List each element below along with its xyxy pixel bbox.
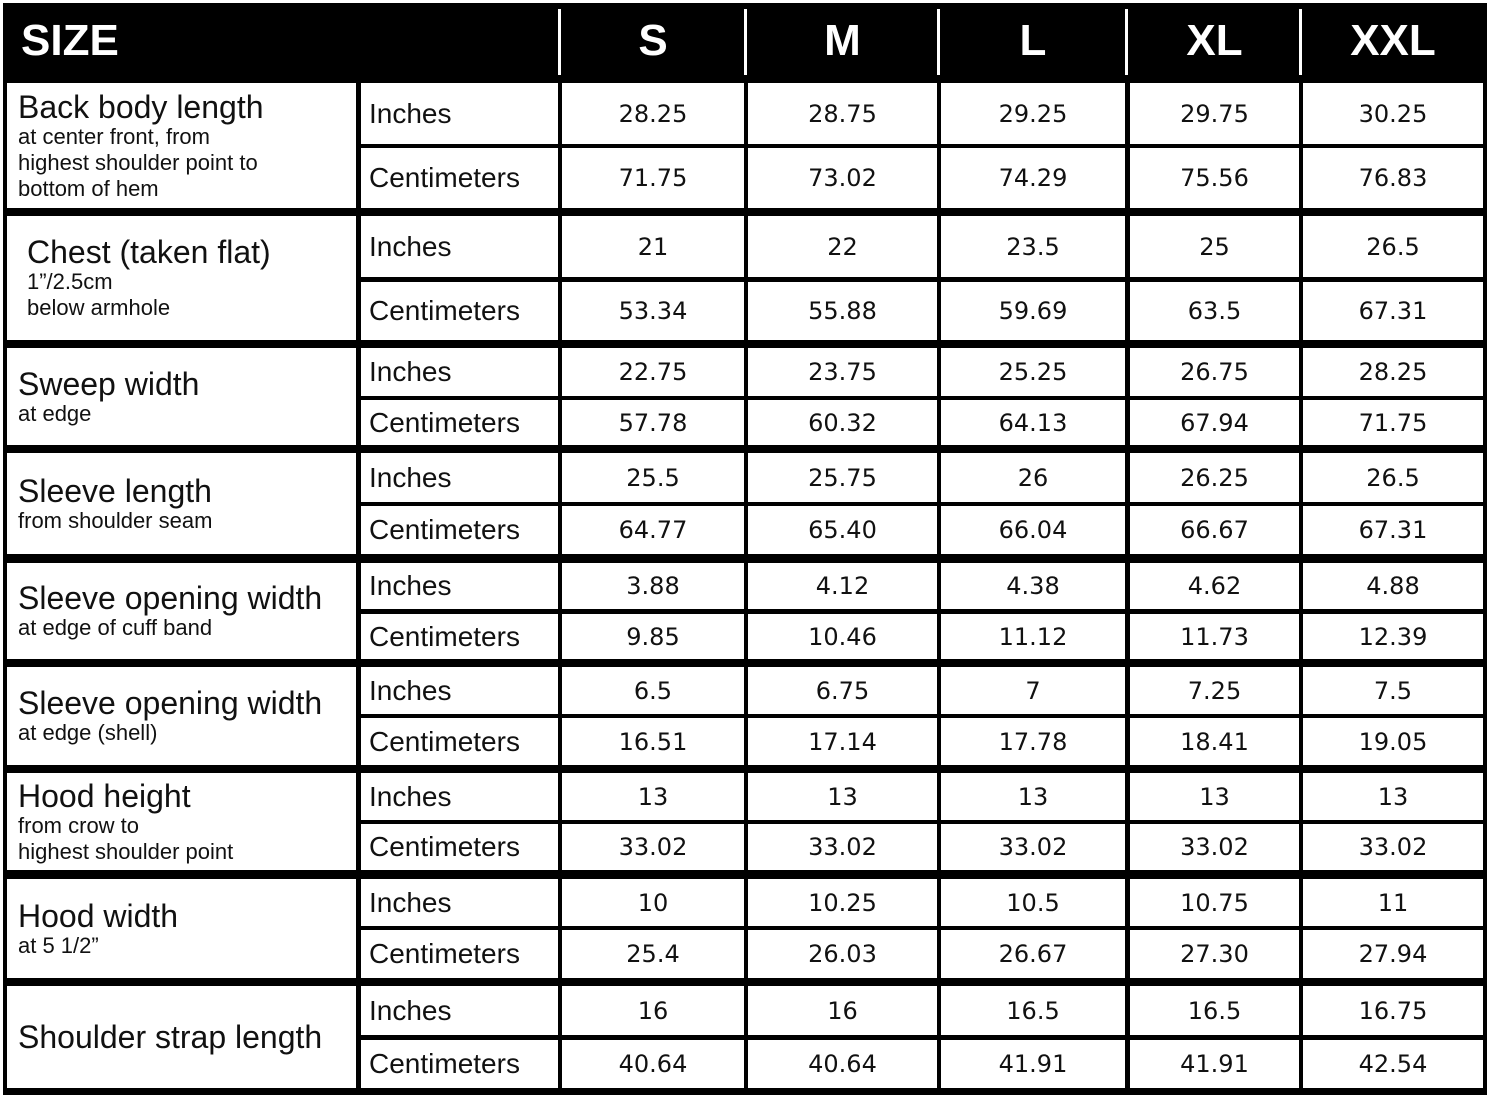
- header-divider: [744, 9, 747, 75]
- unit-inches: Inches: [361, 986, 558, 1035]
- measurement-label: [7, 348, 356, 445]
- value-inches-l: 4.38: [941, 563, 1125, 609]
- header-divider: [937, 9, 940, 75]
- value-inches-l: 16.5: [941, 986, 1125, 1035]
- value-cm-m: 73.02: [748, 148, 937, 208]
- value-cm-xl: 33.02: [1130, 824, 1299, 870]
- value-cm-xl: 63.5: [1130, 282, 1299, 340]
- value-inches-s: 3.88: [562, 563, 744, 609]
- size-header-s: S: [638, 16, 668, 65]
- value-cm-l: 26.67: [941, 930, 1125, 978]
- value-cm-xxl: 27.94: [1303, 930, 1483, 978]
- value-inches-xxl: 16.75: [1303, 986, 1483, 1035]
- table-header: [3, 3, 1487, 79]
- measurement-title: Chest (taken flat): [27, 234, 271, 270]
- value-inches-xxl: 11: [1303, 879, 1483, 926]
- measurement-note: highest shoulder point: [18, 838, 234, 864]
- measurement-note: highest shoulder point to: [18, 149, 258, 175]
- value-inches-xxl: 28.25: [1303, 348, 1483, 396]
- value-cm-xl: 27.30: [1130, 930, 1299, 978]
- value-inches-xl: 10.75: [1130, 879, 1299, 926]
- value-inches-m: 28.75: [748, 83, 937, 144]
- unit-centimeters: Centimeters: [361, 614, 558, 659]
- unit-inches: Inches: [361, 216, 558, 277]
- value-cm-xxl: 19.05: [1303, 718, 1483, 765]
- measurement-note: below armhole: [27, 295, 171, 320]
- measurement-note: at edge: [18, 400, 92, 426]
- value-inches-s: 16: [562, 986, 744, 1035]
- unit-centimeters: Centimeters: [361, 930, 558, 978]
- value-inches-xl: 25: [1130, 216, 1299, 277]
- value-cm-xxl: 67.31: [1303, 506, 1483, 554]
- measurement-title: Sleeve opening width: [18, 685, 323, 721]
- value-inches-s: 6.5: [562, 667, 744, 714]
- value-cm-xxl: 33.02: [1303, 824, 1483, 870]
- value-inches-xxl: 4.88: [1303, 563, 1483, 609]
- value-cm-xxl: 76.83: [1303, 148, 1483, 208]
- value-cm-m: 33.02: [748, 824, 937, 870]
- measurement-note: at 5 1/2”: [18, 932, 99, 958]
- value-cm-xxl: 67.31: [1303, 282, 1483, 340]
- measurement-title: Sweep width: [18, 365, 200, 402]
- value-inches-xl: 16.5: [1130, 986, 1299, 1035]
- unit-inches: Inches: [361, 879, 558, 926]
- unit-centimeters: Centimeters: [361, 1040, 558, 1088]
- value-inches-m: 23.75: [748, 348, 937, 396]
- value-cm-s: 33.02: [562, 824, 744, 870]
- measurement-title: Sleeve length: [18, 472, 212, 509]
- value-cm-s: 57.78: [562, 400, 744, 445]
- measurement-note: from crow to: [18, 812, 140, 838]
- size-header-m: M: [824, 16, 861, 65]
- measurement-note: 1”/2.5cm: [27, 269, 113, 294]
- value-inches-l: 23.5: [941, 216, 1125, 277]
- value-inches-xxl: 26.5: [1303, 216, 1483, 277]
- value-cm-s: 71.75: [562, 148, 744, 208]
- measurement-title: Back body length: [18, 88, 264, 125]
- value-inches-s: 10: [562, 879, 744, 926]
- value-cm-xl: 66.67: [1130, 506, 1299, 554]
- measurement-note: at center front, from: [18, 123, 210, 149]
- unit-inches: Inches: [361, 563, 558, 609]
- header-divider: [1299, 9, 1302, 75]
- value-cm-l: 59.69: [941, 282, 1125, 340]
- value-cm-xxl: 71.75: [1303, 400, 1483, 445]
- value-inches-xxl: 13: [1303, 773, 1483, 820]
- size-header-xl: XL: [1186, 16, 1243, 65]
- unit-centimeters: Centimeters: [361, 718, 558, 765]
- value-cm-s: 9.85: [562, 614, 744, 659]
- value-inches-l: 25.25: [941, 348, 1125, 396]
- unit-centimeters: Centimeters: [361, 824, 558, 870]
- unit-centimeters: Centimeters: [361, 148, 558, 208]
- value-cm-l: 33.02: [941, 824, 1125, 870]
- value-inches-m: 16: [748, 986, 937, 1035]
- value-cm-l: 11.12: [941, 614, 1125, 659]
- measurement-label: [7, 986, 356, 1088]
- value-inches-m: 22: [748, 216, 937, 277]
- value-cm-xl: 18.41: [1130, 718, 1299, 765]
- value-inches-l: 13: [941, 773, 1125, 820]
- measurement-note: bottom of hem: [18, 175, 159, 201]
- value-inches-xl: 29.75: [1130, 83, 1299, 144]
- value-inches-xl: 4.62: [1130, 563, 1299, 609]
- value-inches-l: 29.25: [941, 83, 1125, 144]
- measurement-label: [7, 773, 356, 870]
- value-inches-m: 4.12: [748, 563, 937, 609]
- measurement-label: [7, 216, 356, 340]
- size-header-label: SIZE: [21, 16, 119, 65]
- value-cm-s: 16.51: [562, 718, 744, 765]
- size-header-l: L: [1019, 16, 1047, 65]
- value-inches-m: 6.75: [748, 667, 937, 714]
- value-inches-xl: 7.25: [1130, 667, 1299, 714]
- value-cm-l: 64.13: [941, 400, 1125, 445]
- value-cm-m: 10.46: [748, 614, 937, 659]
- measurement-label: [7, 83, 356, 208]
- measurement-title: Sleeve opening width: [18, 580, 323, 616]
- measurement-label: [7, 453, 356, 554]
- value-inches-m: 25.75: [748, 453, 937, 502]
- value-cm-m: 17.14: [748, 718, 937, 765]
- value-inches-s: 13: [562, 773, 744, 820]
- unit-inches: Inches: [361, 453, 558, 502]
- value-cm-l: 66.04: [941, 506, 1125, 554]
- value-cm-m: 60.32: [748, 400, 937, 445]
- value-cm-xxl: 42.54: [1303, 1040, 1483, 1088]
- value-cm-xl: 75.56: [1130, 148, 1299, 208]
- value-inches-s: 22.75: [562, 348, 744, 396]
- value-inches-l: 7: [941, 667, 1125, 714]
- value-inches-xxl: 30.25: [1303, 83, 1483, 144]
- unit-centimeters: Centimeters: [361, 282, 558, 340]
- measurement-note: at edge of cuff band: [18, 615, 213, 640]
- value-cm-xxl: 12.39: [1303, 614, 1483, 659]
- value-cm-m: 26.03: [748, 930, 937, 978]
- measurement-label: [7, 563, 356, 659]
- value-inches-xxl: 7.5: [1303, 667, 1483, 714]
- measurement-label: [7, 879, 356, 978]
- value-cm-m: 65.40: [748, 506, 937, 554]
- measurement-title: Hood width: [18, 897, 179, 934]
- value-inches-xl: 26.75: [1130, 348, 1299, 396]
- value-inches-l: 10.5: [941, 879, 1125, 926]
- size-chart-table: [3, 3, 1487, 1095]
- measurement-note: at edge (shell): [18, 720, 158, 745]
- value-cm-l: 17.78: [941, 718, 1125, 765]
- value-cm-xl: 11.73: [1130, 614, 1299, 659]
- value-cm-s: 53.34: [562, 282, 744, 340]
- value-cm-l: 41.91: [941, 1040, 1125, 1088]
- value-inches-xl: 13: [1130, 773, 1299, 820]
- value-cm-s: 25.4: [562, 930, 744, 978]
- unit-inches: Inches: [361, 348, 558, 396]
- header-divider: [1125, 9, 1128, 75]
- value-inches-m: 10.25: [748, 879, 937, 926]
- value-cm-xl: 41.91: [1130, 1040, 1299, 1088]
- value-cm-s: 64.77: [562, 506, 744, 554]
- size-header-xxl: XXL: [1350, 16, 1436, 65]
- measurement-title: Hood height: [18, 777, 191, 814]
- value-cm-l: 74.29: [941, 148, 1125, 208]
- unit-centimeters: Centimeters: [361, 506, 558, 554]
- unit-inches: Inches: [361, 667, 558, 714]
- value-inches-l: 26: [941, 453, 1125, 502]
- value-cm-xl: 67.94: [1130, 400, 1299, 445]
- unit-inches: Inches: [361, 83, 558, 144]
- value-cm-m: 40.64: [748, 1040, 937, 1088]
- measurement-title: Shoulder strap length: [18, 1019, 323, 1055]
- value-inches-xxl: 26.5: [1303, 453, 1483, 502]
- value-cm-m: 55.88: [748, 282, 937, 340]
- value-cm-s: 40.64: [562, 1040, 744, 1088]
- header-divider: [558, 9, 561, 75]
- unit-centimeters: Centimeters: [361, 400, 558, 445]
- value-inches-s: 28.25: [562, 83, 744, 144]
- value-inches-s: 21: [562, 216, 744, 277]
- value-inches-s: 25.5: [562, 453, 744, 502]
- measurement-label: [7, 667, 356, 765]
- value-inches-m: 13: [748, 773, 937, 820]
- value-inches-xl: 26.25: [1130, 453, 1299, 502]
- unit-inches: Inches: [361, 773, 558, 820]
- measurement-note: from shoulder seam: [18, 507, 213, 533]
